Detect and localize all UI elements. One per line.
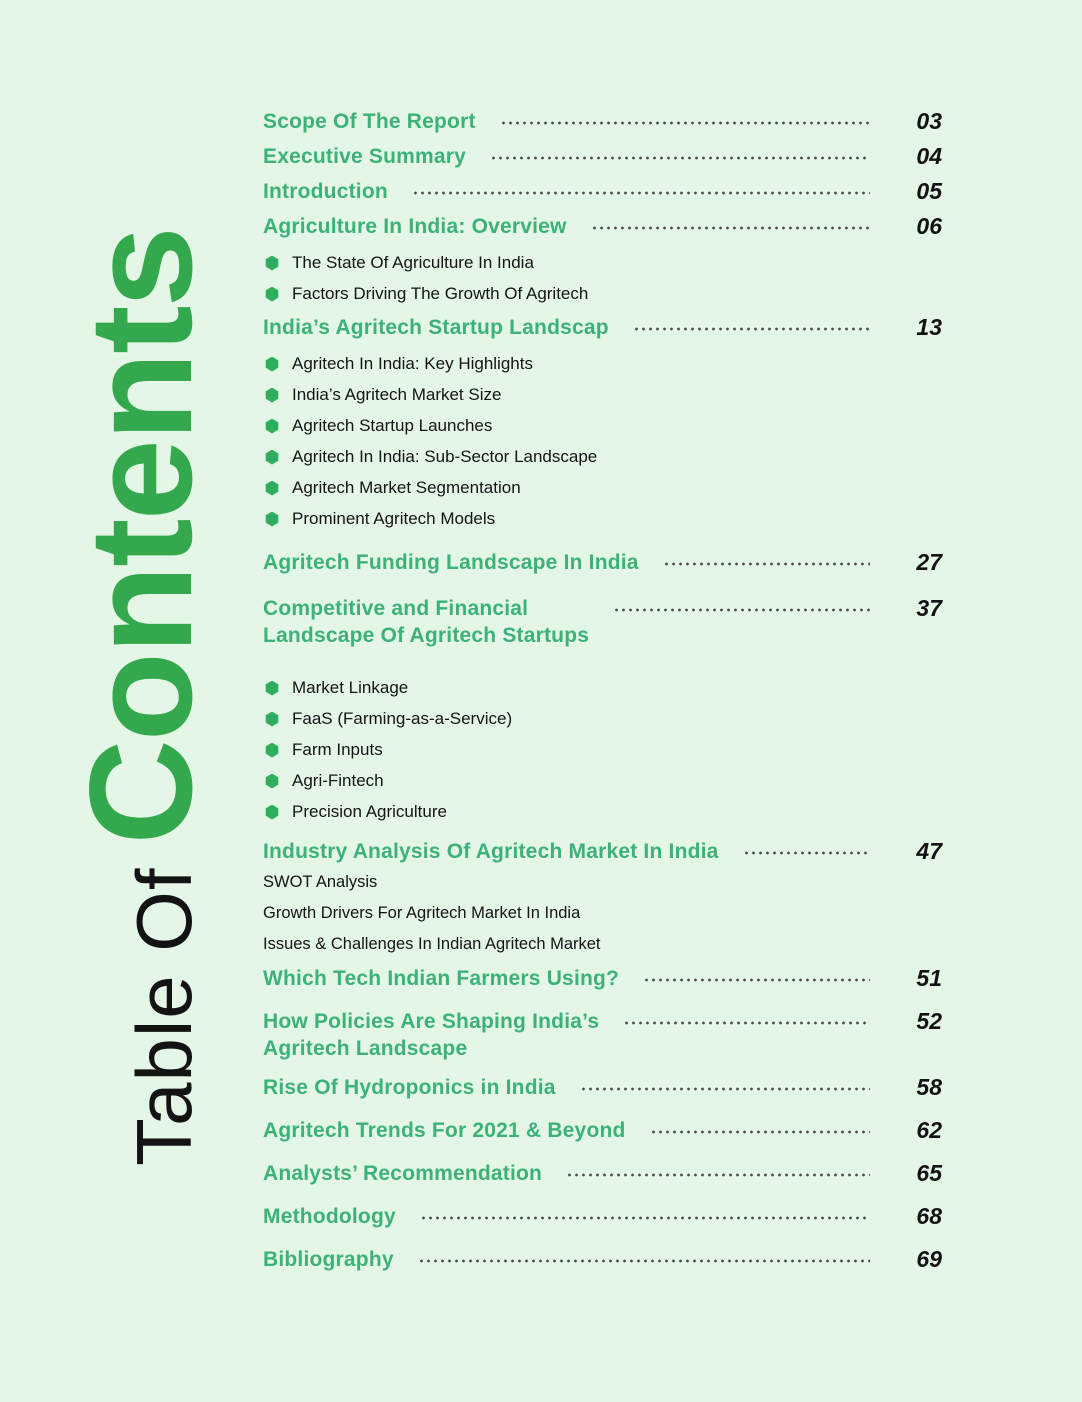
toc-entry-heading-row[interactable]	[263, 838, 942, 865]
vertical-title-prefix: Table Of	[120, 867, 208, 1166]
toc-entry-page-number[interactable]: 47	[916, 838, 942, 864]
toc-subitem	[263, 871, 942, 893]
toc-entry	[263, 1203, 942, 1230]
toc-entry	[263, 838, 942, 955]
toc-entry-title[interactable]	[263, 213, 567, 240]
toc-entry	[263, 1074, 942, 1101]
toc-subitem-label: Agritech In India: Sub-Sector Landscape	[292, 447, 598, 466]
toc-entry-page-number[interactable]: 68	[916, 1203, 942, 1229]
toc-entry-title-line2: Landscape Of Agritech Startups	[263, 624, 590, 647]
toc-entry-page-number[interactable]: 62	[916, 1117, 942, 1143]
toc-subitem-list	[263, 871, 942, 955]
toc-entry-heading-row[interactable]	[263, 1008, 942, 1062]
vertical-title-space	[120, 845, 208, 868]
toc-entry-title[interactable]	[263, 838, 719, 865]
hexagon-bullet-icon	[265, 681, 279, 696]
toc-subitem	[265, 252, 942, 274]
toc-entry-page-number[interactable]: 03	[916, 108, 942, 134]
hexagon-bullet-icon	[265, 287, 279, 302]
toc-entry-title[interactable]	[263, 1117, 626, 1144]
dotted-leader	[650, 1130, 870, 1134]
toc-subitem-label: Issues & Challenges In Indian Agritech Market	[263, 935, 601, 953]
dotted-leader	[580, 1087, 870, 1091]
toc-entry-heading-row[interactable]	[263, 314, 942, 341]
toc-subitem-label: Growth Drivers For Agritech Market In India	[263, 904, 581, 922]
toc-entry-title[interactable]	[263, 549, 639, 576]
toc-list	[263, 108, 942, 1273]
toc-entry-heading-row[interactable]	[263, 549, 942, 576]
toc-entry-title-line1: India’s Agritech Startup Landscap	[263, 316, 609, 339]
toc-subitem-list	[263, 252, 942, 305]
toc-entry-heading-row[interactable]	[263, 143, 942, 170]
toc-entry-heading-row[interactable]	[263, 108, 942, 135]
toc-entry-page-number[interactable]: 13	[916, 314, 942, 340]
toc-entry-title-line1: Which Tech Indian Farmers Using?	[263, 967, 620, 990]
dotted-leader	[743, 851, 870, 855]
toc-entry-title-line1: Industry Analysis Of Agritech Market In India	[263, 840, 719, 863]
toc-entry-title[interactable]	[263, 1008, 599, 1062]
toc-entry	[263, 1117, 942, 1144]
toc-entry	[263, 965, 942, 992]
toc-entry-page-number[interactable]: 69	[916, 1246, 942, 1272]
toc-subitem	[265, 770, 942, 792]
toc-entry-title-line1: Methodology	[263, 1205, 396, 1228]
toc-entry	[263, 108, 942, 135]
hexagon-bullet-icon	[265, 256, 279, 271]
hexagon-bullet-icon	[265, 481, 279, 496]
toc-entry-title[interactable]	[263, 1246, 394, 1273]
dotted-leader	[591, 226, 870, 230]
hexagon-bullet-icon	[265, 357, 279, 372]
toc-entry-page-number[interactable]: 58	[916, 1074, 942, 1100]
toc-subitem-label: Precision Agriculture	[292, 802, 447, 821]
hexagon-bullet-icon	[265, 512, 279, 527]
toc-subitem	[265, 283, 942, 305]
toc-subitem-label: Agritech Startup Launches	[292, 416, 493, 435]
toc-entry-title-line1: Rise Of Hydroponics in India	[263, 1076, 556, 1099]
toc-entry-title[interactable]	[263, 1203, 396, 1230]
toc-subitem	[263, 933, 942, 955]
hexagon-bullet-icon	[265, 743, 279, 758]
toc-entry-page-number[interactable]: 37	[916, 595, 942, 621]
hexagon-bullet-icon	[265, 774, 279, 789]
dotted-leader	[633, 327, 870, 331]
toc-entry	[263, 314, 942, 530]
toc-entry-title-line1: Executive Summary	[263, 145, 467, 168]
dotted-leader	[418, 1259, 870, 1263]
toc-entry-heading-row[interactable]	[263, 213, 942, 240]
toc-entry	[263, 1160, 942, 1187]
toc-subitem	[263, 902, 942, 924]
toc-subitem-label: The State Of Agriculture In India	[292, 253, 534, 272]
toc-subitem	[265, 677, 942, 699]
toc-subitem	[265, 739, 942, 761]
hexagon-bullet-icon	[265, 388, 279, 403]
toc-subitem	[265, 384, 942, 406]
toc-subitem-label: Agri-Fintech	[292, 771, 384, 790]
toc-entry-title-line2: Agritech Landscape	[263, 1037, 468, 1060]
hexagon-bullet-icon	[265, 419, 279, 434]
toc-entry-page-number[interactable]: 27	[916, 549, 942, 575]
dotted-leader	[643, 978, 870, 982]
toc-subitem-label: FaaS (Farming-as-a-Service)	[292, 709, 513, 728]
dotted-leader	[613, 608, 870, 612]
toc-entry	[263, 178, 942, 205]
toc-entry-title[interactable]	[263, 1074, 556, 1101]
dotted-leader	[500, 121, 870, 125]
toc-entry-title-line1: Bibliography	[263, 1248, 394, 1271]
toc-entry-title-line1: Scope Of The Report	[263, 110, 476, 133]
toc-entry-title-line1: Analysts’ Recommendation	[263, 1162, 543, 1185]
toc-subitem-list	[263, 353, 942, 530]
dotted-leader	[490, 156, 870, 160]
toc-entry-title[interactable]	[263, 595, 589, 649]
toc-entry-title-line1: Competitive and Financial	[263, 597, 529, 620]
vertical-page-title	[59, 228, 222, 1166]
toc-entry-heading-row[interactable]	[263, 595, 942, 649]
toc-entry-heading-row[interactable]	[263, 1203, 942, 1230]
toc-subitem-label: Prominent Agritech Models	[292, 509, 496, 528]
toc-entry-title[interactable]	[263, 314, 609, 341]
toc-entry-title[interactable]	[263, 178, 388, 205]
toc-entry-page-number[interactable]: 05	[916, 178, 942, 204]
toc-entry-heading-row[interactable]	[263, 178, 942, 205]
dotted-leader	[420, 1216, 870, 1220]
toc-entry-title-line1: Agritech Trends For 2021 & Beyond	[263, 1119, 626, 1142]
toc-entry-page-number[interactable]: 52	[916, 1008, 942, 1034]
toc-entry	[263, 595, 942, 823]
toc-entry-title-line1: Agritech Funding Landscape In India	[263, 551, 639, 574]
toc-entry-page-number[interactable]: 51	[916, 965, 942, 991]
toc-entry-title-line1: Agriculture In India: Overview	[263, 215, 567, 238]
toc-entry	[263, 549, 942, 576]
vertical-title-word: Contents	[59, 228, 222, 845]
toc-entry-heading-row[interactable]	[263, 1160, 942, 1187]
toc-entry-heading-row[interactable]	[263, 1246, 942, 1273]
toc-subitem	[265, 477, 942, 499]
hexagon-bullet-icon	[265, 712, 279, 727]
toc-entry-heading-row[interactable]	[263, 965, 942, 992]
toc-entry-page-number[interactable]: 65	[916, 1160, 942, 1186]
dotted-leader	[623, 1021, 870, 1025]
toc-entry	[263, 213, 942, 305]
dotted-leader	[663, 562, 870, 566]
toc-subitem	[265, 446, 942, 468]
toc-subitem	[265, 415, 942, 437]
toc-subitem-label: SWOT Analysis	[263, 873, 378, 891]
toc-entry-title[interactable]	[263, 965, 619, 992]
toc-subitem-label: Agritech Market Segmentation	[292, 478, 521, 497]
toc-subitem	[265, 801, 942, 823]
hexagon-bullet-icon	[265, 450, 279, 465]
toc-subitem-list	[263, 677, 942, 823]
toc-entry-title[interactable]	[263, 1160, 542, 1187]
toc-entry-page-number[interactable]: 06	[916, 213, 942, 239]
toc-subitem-label: Agritech In India: Key Highlights	[292, 354, 533, 373]
toc-entry-heading-row[interactable]	[263, 1074, 942, 1101]
toc-entry	[263, 1246, 942, 1273]
dotted-leader	[566, 1173, 870, 1177]
toc-entry-title[interactable]	[263, 108, 476, 135]
toc-subitem-label: Market Linkage	[292, 678, 409, 697]
toc-entry-title[interactable]	[263, 143, 466, 170]
toc-entry	[263, 143, 942, 170]
toc-entry	[263, 1008, 942, 1062]
dotted-leader	[412, 191, 870, 195]
toc-subitem	[265, 353, 942, 375]
hexagon-bullet-icon	[265, 805, 279, 820]
toc-subitem-label: India’s Agritech Market Size	[292, 385, 502, 404]
toc-subitem	[265, 708, 942, 730]
toc-entry-title-line1: Introduction	[263, 180, 388, 203]
toc-entry-title-line1: How Policies Are Shaping India’s	[263, 1010, 600, 1033]
toc-entry-page-number[interactable]: 04	[916, 143, 942, 169]
toc-entry-heading-row[interactable]	[263, 1117, 942, 1144]
toc-subitem	[265, 508, 942, 530]
toc-subitem-label: Farm Inputs	[292, 740, 383, 759]
toc-subitem-label: Factors Driving The Growth Of Agritech	[292, 284, 589, 303]
